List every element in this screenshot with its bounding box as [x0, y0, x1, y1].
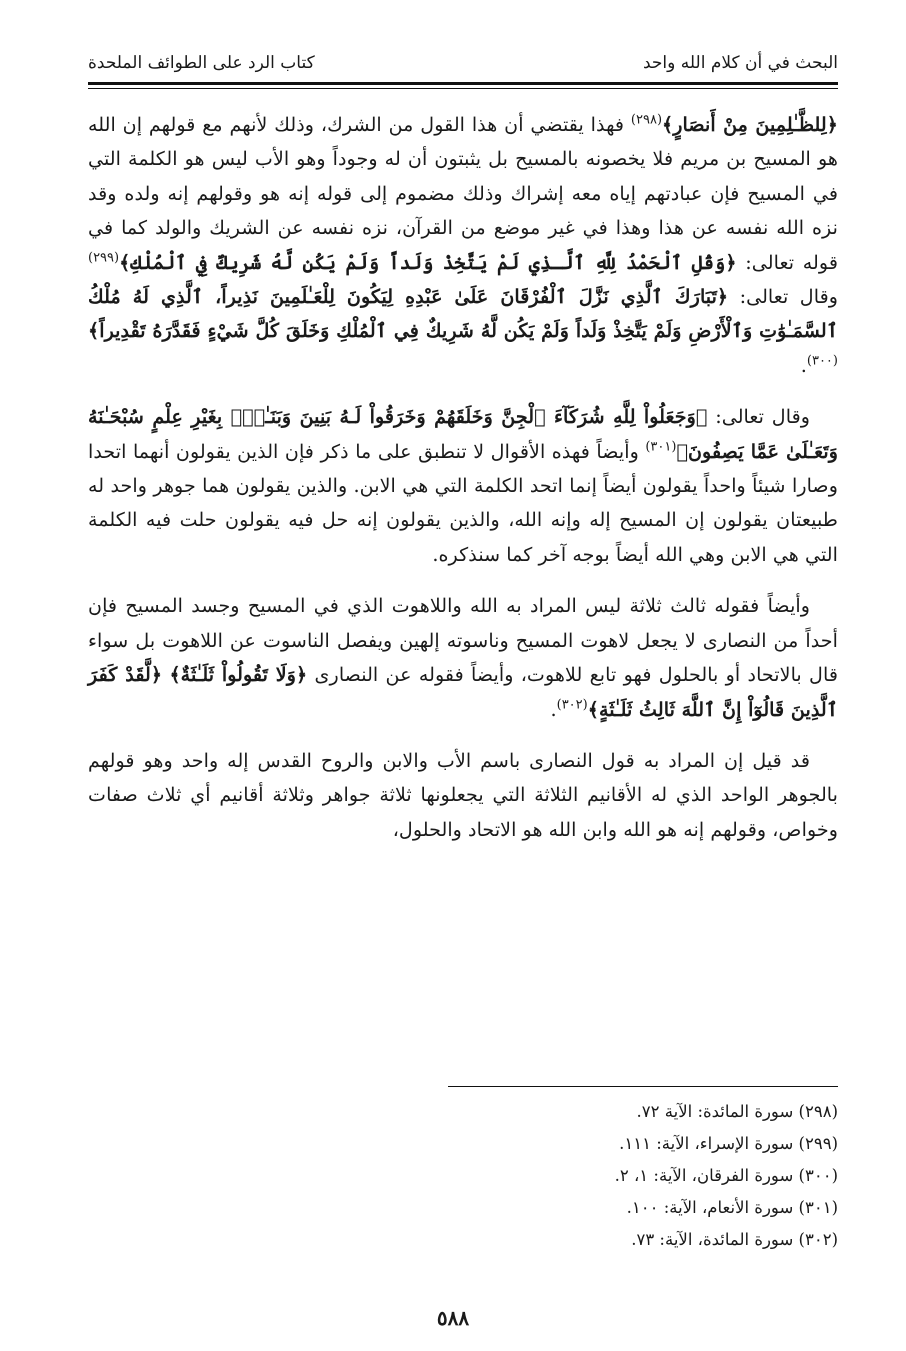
- footnote-separator: [448, 1086, 838, 1087]
- quran-verse: ﴿وَلَا تَقُولُواْ ثَلَـٰثَةٌ﴾: [169, 663, 308, 687]
- footnote-299: (٢٩٩) سورة الإسراء، الآية: ١١١.: [619, 1134, 838, 1153]
- footnote-ref: (٣٠٠): [806, 353, 838, 369]
- quran-verse: ﴿لِلظَّـٰلِمِينَ مِنْ أَنصَارٍ﴾: [662, 113, 838, 136]
- footnote-300: (٣٠٠) سورة الفرقان، الآية: ١، ٢.: [614, 1166, 838, 1185]
- text-run: فهذا يقتضي أن هذا القول من الشرك، وذلك لأنهم مع قولهم إن الله هو المسيح بن مريم فلا يخصونه بالمسيح بل يثبتون أن له وجوداً وهو الأب ليس هو الكلمة التي في المسيح فإن عبادتهم إياه معه إشراك وذلك مضموم إلى قوله إنه هو وقولهم إنه ولده وقد نزه الله نفسه عن هذا وهذا في غير موضع من القرآن، نزه نفسه عن الشريك والولد كما في قوله تعالى:: [88, 113, 838, 274]
- footnote-ref: (٣٠٢): [556, 697, 588, 713]
- paragraph: [88, 744, 838, 847]
- quran-verse: ﴿لَّقَدْ كَفَرَ ٱلَّذِينَ قَالُوٓاْ إِنَّ ٱللَّهَ ثَالِثُ ثَلَـٰثَةٍ﴾: [88, 663, 838, 721]
- text-run: قد قيل إن المراد به قول النصارى باسم الأب والابن والروح القدس إله واحد وهو قولهم بالجوهر الواحد الذي له الأقانيم الثلاثة التي يجعلونها ثلاثة جواهر وثلاثة أقانيم أي ثلاث صفات وخواص، وقولهم إنه هو الله وابن الله هو الاتحاد والحلول،: [88, 748, 838, 841]
- footnotes: [88, 1096, 838, 1256]
- running-header: [88, 46, 838, 80]
- quran-verse: ﴿تَبَارَكَ ٱلَّذِي نَزَّلَ ٱلْفُرْقَانَ عَلَىٰ عَبْدِهِ لِيَكُونَ لِلْعَـٰلَمِينَ نَذِيراً، ٱلَّذِي لَهُ مُلْكُ ٱلسَّمَـٰوَٰتِ وَٱلْأَرْضِ وَلَمْ يَتَّخِذْ وَلَداً وَلَمْ يَكُن لَّهُ شَرِيكٌ فِي ٱلْمُلْكِ وَخَلَقَ كُلَّ شَيْءٍ فَقَدَّرَهُ تَقْدِيراً﴾: [88, 285, 838, 343]
- header-book-title: كتاب الرد على الطوائف الملحدة: [88, 53, 315, 73]
- footnote-298: (٢٩٨) سورة المائدة: الآية ٧٢.: [636, 1102, 838, 1121]
- paragraph: [88, 400, 838, 572]
- text-run: وأيضاً فهذه الأقوال لا تنطبق على ما ذكر فإن الذين يقولون أنهما اتحدا وصارا شيئاً واحداً يقولون أيضاً إنما اتحد الكلمة التي هي الابن. والذين يقولون هما جوهر واحد له طبيعتان يقولون إن المسيح إله وإنه الله، والذين يقولون إنه حل فيه يقولون حلت فيه الكلمة التي هي الابن وهي الله أيضاً بوجه آخر كما سنذكره.: [88, 439, 838, 566]
- paragraph: [88, 589, 838, 727]
- header-chapter-title: البحث في أن كلام الله واحد: [643, 53, 838, 73]
- text-run: وقال تعالى:: [728, 285, 839, 309]
- paragraph: [88, 108, 838, 383]
- header-rule-thin: [88, 88, 838, 89]
- page-number: ٥٨٨: [436, 1306, 470, 1330]
- text-run: وقال تعالى:: [707, 405, 811, 429]
- footnote-301: (٣٠١) سورة الأنعام، الآية: ١٠٠.: [626, 1198, 838, 1217]
- quran-verse: ﴿وَجَعَلُواْ لِلَّهِ شُرَكَآءَ ٱلْجِنَّ وَخَلَقَهُمْ وَخَرَقُواْ لَـهُ بَنِينَ وَبَنَـٰتٍۭ بِغَيْرِ عِلْمٍ سُبْحَـٰنَهُ وَتَعَـٰلَىٰ عَمَّا يَصِفُونَ﴾: [88, 405, 839, 463]
- quran-verse: ﴿وَقُلِ ٱلْحَمْدُ لِلَّهِ ٱلَّـذِي لَمْ يَتَّخِذْ وَلَداً وَلَمْ يَكُن لَّهُ شَرِيكٌ فِي ٱلْمُلْكِ﴾: [119, 250, 737, 274]
- header-rule-thick: [88, 82, 838, 85]
- main-text: [88, 108, 838, 864]
- text-run: وأيضاً فقوله ثالث ثلاثة ليس المراد به الله واللاهوت الذي في المسيح وجسد المسيح فإن أحداً من النصارى لا يجعل لاهوت المسيح وناسوته إلهين ويفصل الناسوت عن اللاهوت بل سواء قال بالاتحاد أو بالحلول فهو تابع للاهوت، وأيضاً فقوله عن النصارى: [88, 594, 839, 687]
- text-run: .: [550, 697, 557, 721]
- footnote-ref: (٣٠١): [645, 439, 677, 455]
- text-run: .: [800, 353, 807, 377]
- footnote-ref: (٢٩٨): [630, 112, 663, 128]
- footnote-302: (٣٠٢) سورة المائدة، الآية: ٧٣.: [631, 1230, 838, 1249]
- footnote-ref: (٢٩٩): [88, 250, 120, 266]
